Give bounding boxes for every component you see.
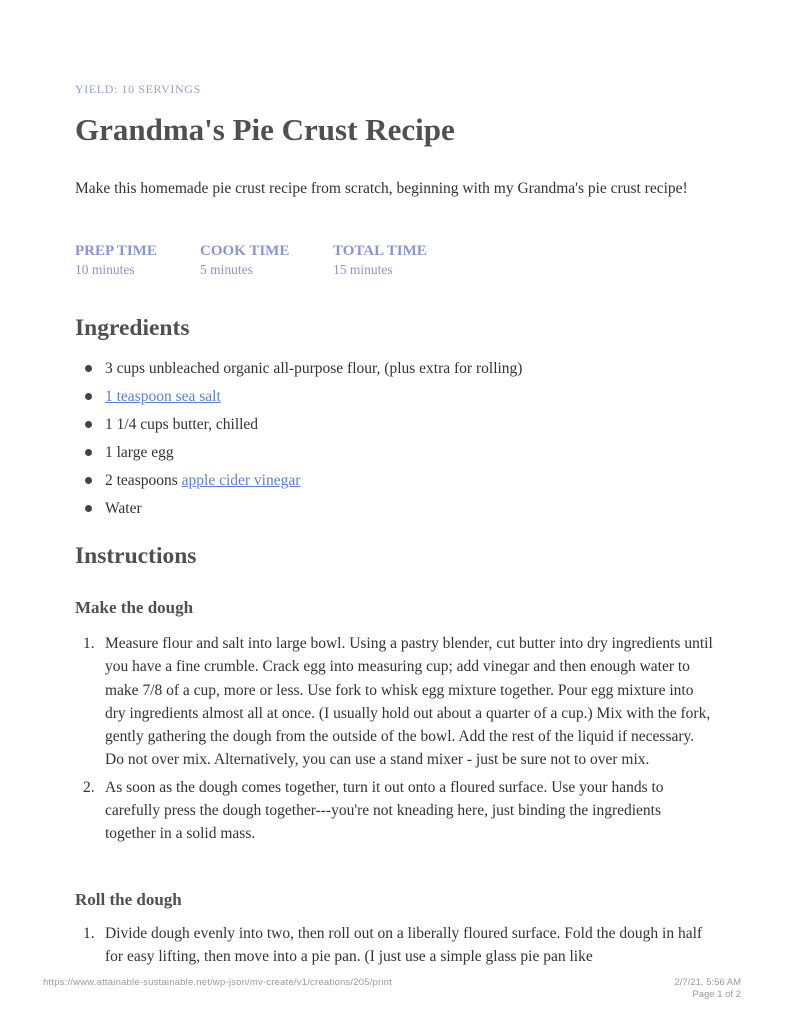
bullet-icon (85, 477, 92, 484)
yield-label: YIELD: 10 SERVINGS (75, 82, 201, 96)
section-title-roll-dough: Roll the dough (75, 890, 182, 909)
ingredient-item (77, 386, 522, 414)
apple-cider-vinegar-link[interactable]: apple cider vinegar (181, 472, 301, 489)
step-number: 1. (83, 635, 95, 652)
prep-time-value: 10 minutes (75, 262, 135, 277)
bullet-icon (85, 505, 92, 512)
step-number: 1. (83, 925, 95, 942)
ingredient-text: 3 cups unbleached organic all-purpose flour, (plus extra for rolling) (105, 360, 523, 377)
bullet-icon (85, 393, 92, 400)
prep-time (75, 243, 157, 278)
total-time (333, 243, 427, 278)
ingredients-heading: Ingredients (75, 315, 190, 341)
footer-datetime: 2/7/21, 5:56 AM (674, 977, 741, 988)
ingredient-text: 1 large egg (105, 444, 174, 461)
ingredient-text: Water (105, 500, 142, 517)
total-time-label: TOTAL TIME (333, 243, 427, 259)
footer-meta (674, 977, 741, 1001)
total-time-value: 15 minutes (333, 262, 393, 277)
footer-page-number: Page 1 of 2 (692, 989, 741, 1000)
roll-dough-steps (75, 922, 715, 973)
bullet-icon (85, 365, 92, 372)
ingredient-text: 1 1/4 cups butter, chilled (105, 416, 259, 433)
ingredient-item (77, 470, 522, 498)
step-text: Divide dough evenly into two, then roll out on a liberally floured surface. Fold the dough in half for easy lifting, then move into a pie pan. (I just use a simple glass pie pan like (105, 925, 703, 966)
cook-time-value: 5 minutes (200, 262, 253, 277)
ingredient-item (77, 414, 522, 442)
ingredients-list (77, 358, 522, 526)
make-dough-steps (75, 632, 715, 850)
recipe-intro: Make this homemade pie crust recipe from scratch, beginning with my Grandma's pie crust recipe! (75, 180, 688, 197)
ingredient-item (77, 442, 522, 470)
prep-time-label: PREP TIME (75, 243, 157, 259)
step-text: As soon as the dough comes together, turn it out onto a floured surface. Use your hands to carefully press the dough together---you're not kneading here, just binding the ingredients together in a solid mass. (105, 778, 664, 843)
section-title-make-dough: Make the dough (75, 598, 194, 617)
bullet-icon (85, 449, 92, 456)
instructions-heading: Instructions (75, 543, 197, 569)
recipe-title: Grandma's Pie Crust Recipe (75, 112, 455, 147)
step-item (75, 632, 715, 772)
step-item (75, 776, 715, 846)
ingredient-item (77, 358, 522, 386)
bullet-icon (85, 421, 92, 428)
step-number: 2. (83, 778, 95, 796)
sea-salt-link[interactable]: 1 teaspoon sea salt (105, 388, 221, 405)
footer-url: https://www.attainable-sustainable.net/wp-json/mv-create/v1/creations/205/print (43, 977, 392, 988)
ingredient-item (77, 498, 522, 526)
ingredient-text: 2 teaspoons (105, 472, 182, 489)
cook-time-label: COOK TIME (200, 243, 290, 259)
step-text: Measure flour and salt into large bowl. Using a pastry blender, cut butter into dry ingredients until you have a fine crumble. Crack egg into measuring cup; add vinegar and then enough water to make 7/8 of a cup, more or less. Use fork to whisk egg mixture together. Pour egg mixture into dry ingredients almost all at once. (I usually hold out about a quarter of a cup.) Mix with the fork, gently gathering the dough from the outside of the bowl. Add the rest of the liquid if necessary. Do not over mix. Alternatively, you can use a stand mixer - just be sure not to over mix. (105, 635, 713, 769)
cook-time (200, 243, 289, 278)
step-item (75, 922, 715, 969)
